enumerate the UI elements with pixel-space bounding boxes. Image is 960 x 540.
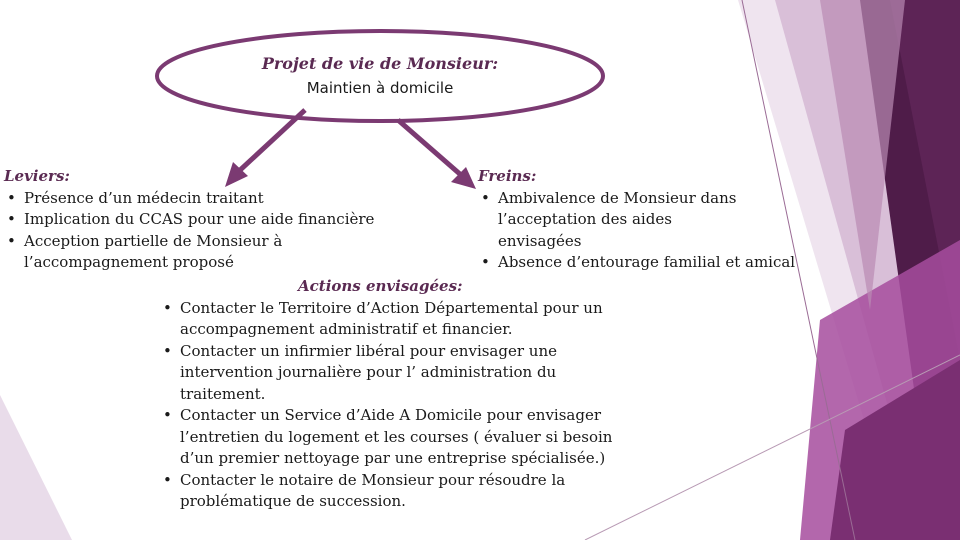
leviers-item: • Acception partielle de Monsieur à l’accompagnement proposé: [4, 231, 324, 274]
oval-title: [160, 52, 600, 100]
actions-list: [160, 298, 630, 513]
actions-item: • Contacter un Service d’Aide A Domicile pour envisager l’entretien du logement et les courses ( évaluer si besoin d’un premier nettoyage par une entreprise spécialisée.): [160, 405, 630, 470]
left-triangle: [0, 395, 72, 540]
leviers-list: [4, 188, 424, 274]
actions-item: • Contacter un infirmier libéral pour envisager une intervention journalière pour l’ administration du traitement.: [160, 341, 590, 406]
actions-item: • Contacter le Territoire d’Action Départemental pour un accompagnement administratif et financier.: [160, 298, 630, 341]
freins-item: • Absence d’entourage familial et amical: [478, 252, 818, 274]
freins-list: [478, 188, 818, 274]
freins-item: • Ambivalence de Monsieur dans l’acceptation des aides envisagées: [478, 188, 758, 253]
leviers-item: • Implication du CCAS pour une aide financière: [4, 209, 424, 231]
actions-item: • Contacter le notaire de Monsieur pour résoudre la problématique de succession.: [160, 470, 600, 513]
leviers-heading: Leviers:: [4, 167, 70, 185]
freins-heading: Freins:: [478, 167, 537, 185]
title-line-2: Maintien à domicile: [306, 79, 454, 97]
title-line-1: Projet de vie de Monsieur:: [261, 54, 499, 73]
actions-section: [160, 276, 630, 513]
actions-heading: Actions envisagées:: [298, 277, 463, 295]
leviers-section: [4, 166, 424, 274]
arrow-left-shaft: [238, 110, 305, 172]
freins-section: [478, 166, 818, 274]
leviers-item: • Présence d’un médecin traitant: [4, 188, 424, 210]
